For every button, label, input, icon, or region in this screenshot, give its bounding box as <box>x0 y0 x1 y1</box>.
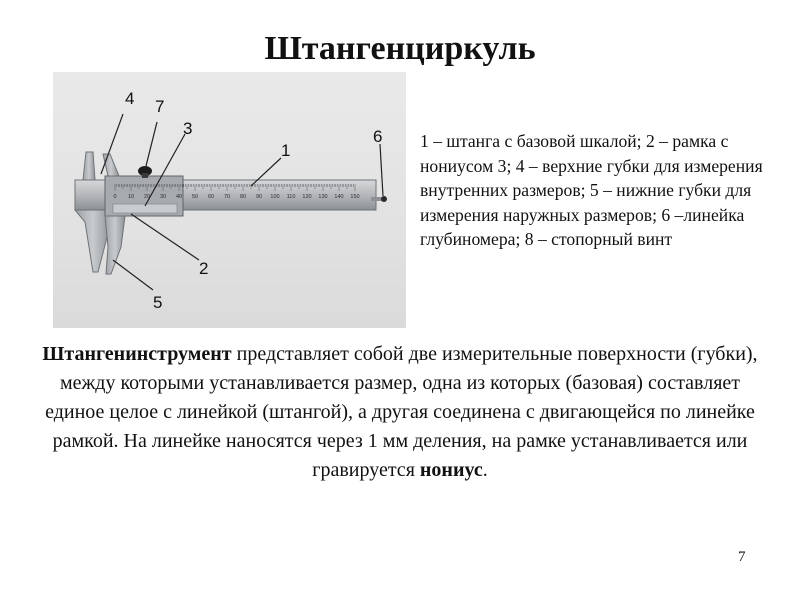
fixed-upper-jaw <box>83 152 95 180</box>
locking-screw-stem <box>142 173 148 178</box>
scale-label: 140 <box>334 194 344 200</box>
body-term-2: нониус <box>419 459 483 481</box>
depth-rod-tip <box>381 196 387 202</box>
scale-label: 90 <box>255 194 263 200</box>
scale-label: 150 <box>350 194 360 200</box>
callout-6: 6 <box>373 127 383 146</box>
scale-label: 80 <box>239 194 247 200</box>
callout-line-7 <box>146 122 157 166</box>
scale-label: 110 <box>286 194 296 200</box>
callout-7: 7 <box>155 97 165 116</box>
legend-text: 1 – штанга с базовой шкалой; 2 – рамка с нониусом 3; 4 – верхние губки для измерения внутренних размеров; 5 – нижние губки для измерения наружных размеров; 6 –линейка глубиномера; 8 – стопорный винт <box>420 131 763 249</box>
scale-label: 20 <box>143 194 151 200</box>
scale-label: 70 <box>223 194 231 200</box>
scale-label: 50 <box>191 194 199 200</box>
scale-label: 100 <box>270 194 280 200</box>
scale-label: 60 <box>207 194 215 200</box>
scale-label: 40 <box>175 194 183 200</box>
scale-label: 120 <box>302 194 312 200</box>
callout-2: 2 <box>199 259 209 278</box>
callout-line-6 <box>380 144 383 196</box>
callout-line-5 <box>113 260 153 290</box>
moving-upper-jaw <box>103 154 119 176</box>
scale-label: 130 <box>318 194 328 200</box>
callout-4: 4 <box>125 89 135 108</box>
scale-label: 30 <box>159 194 167 200</box>
page-number: 7 <box>738 549 746 565</box>
callout-line-2 <box>131 214 199 260</box>
scale-label: 0 <box>113 194 117 200</box>
body-text-end: . <box>482 459 488 481</box>
caliper-photo <box>53 72 406 328</box>
callout-1: 1 <box>281 141 291 160</box>
body-text-1: представляет собой две измерительные поверхности (губки), между которыми устанавливается размер, одна из которых (базовая) составляет единое целое с линейкой (штангой), а другая соединена с двигающейся по линейке рамкой. На линейке наносятся через 1 мм деления, на рамке устанавливается или гравируется <box>45 343 758 481</box>
body-paragraph <box>40 340 760 485</box>
callout-5: 5 <box>153 293 163 312</box>
caliper-illustration <box>53 72 406 328</box>
moving-lower-jaw <box>105 216 125 274</box>
scale-label: 10 <box>127 194 135 200</box>
page-title: Штангенциркуль <box>264 30 536 67</box>
body-term: Штангенинструмент <box>42 343 232 365</box>
callout-3: 3 <box>183 119 193 138</box>
